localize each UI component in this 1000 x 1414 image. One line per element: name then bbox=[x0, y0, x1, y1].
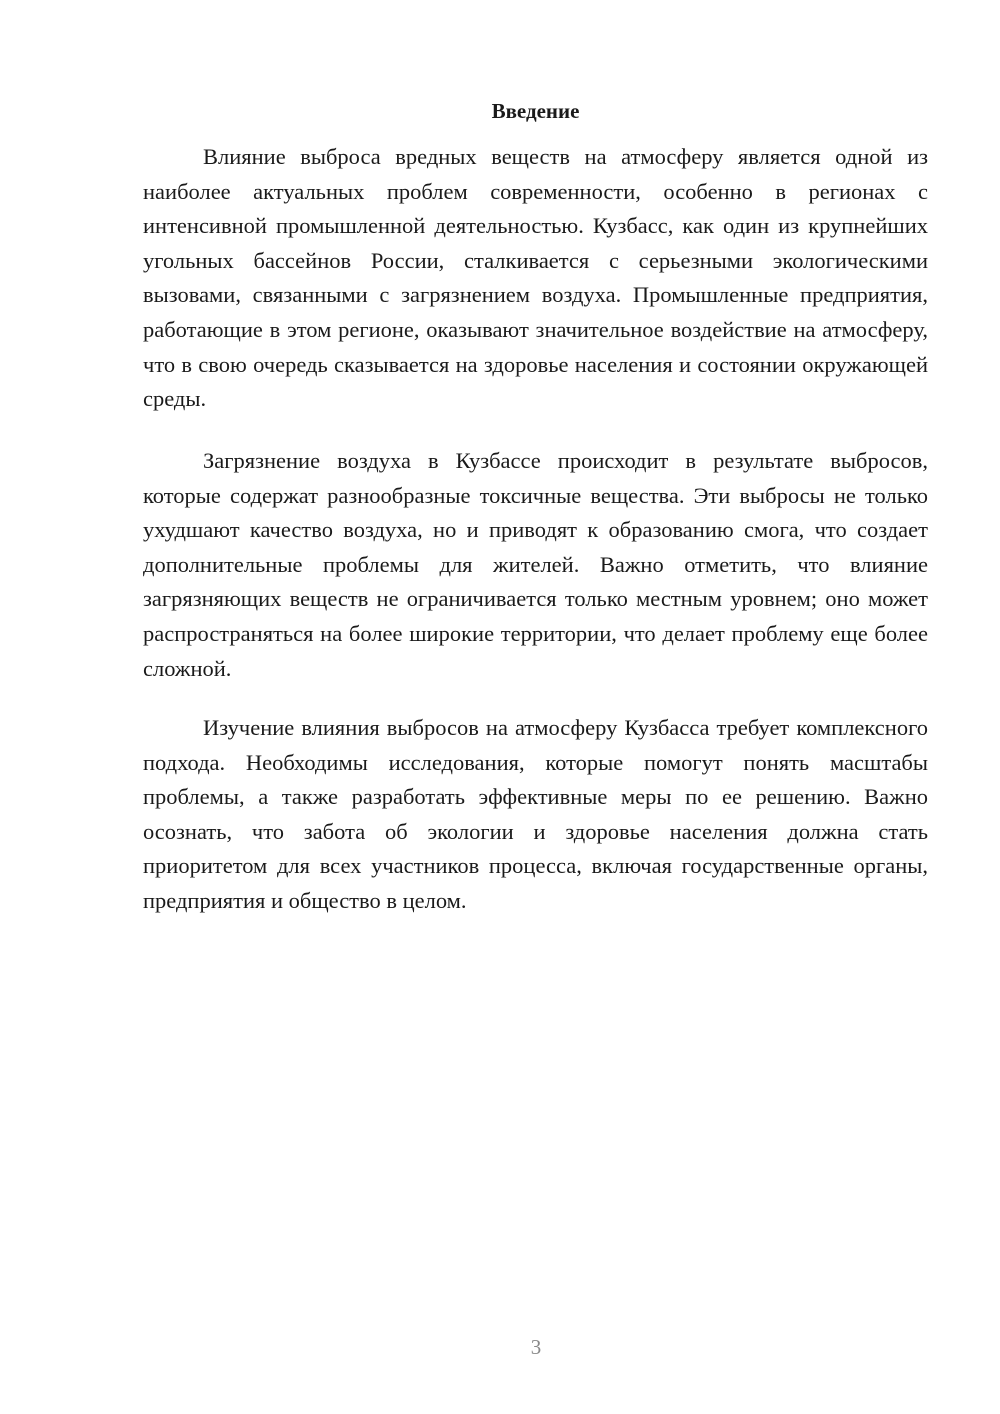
paragraph: Изучение влияния выбросов на атмосферу Кузбасса требует комплексного подхода. Необходимы исследования, которые помогут понять масштабы проблемы, а также разработать эффективные меры по ее решению. Важно осознать, что забота об экологии и здоровье населения должна стать приоритетом для всех участников процесса, включая государственные органы, предприятия и общество в целом. bbox=[143, 715, 928, 913]
section-heading: Введение bbox=[491, 99, 580, 123]
paragraph: Влияние выброса вредных веществ на атмосферу является одной из наиболее актуальных проблем современности, особенно в регионах с интенсивной промышленной деятельностью. Кузбасс, как один из крупнейших угольных бассейнов России, сталкивается с серьезными экологическими вызовами, связанными с загрязнением воздуха. Промышленные предприятия, работающие в этом регионе, оказывают значительное воздействие на атмосферу, что в свою очередь сказывается на здоровье населения и состоянии окружающей среды. bbox=[143, 144, 928, 412]
page-number: 3 bbox=[530, 1335, 542, 1359]
paragraph: Загрязнение воздуха в Кузбассе происходит в результате выбросов, которые содержат разнообразные токсичные вещества. Эти выбросы не только ухудшают качество воздуха, но и приводят к образованию смога, что создает дополнительные проблемы для жителей. Важно отметить, что влияние загрязняющих веществ не ограничивается только местным уровнем; оно может распространяться на более широкие территории, что делает проблему еще более сложной. bbox=[143, 448, 928, 681]
